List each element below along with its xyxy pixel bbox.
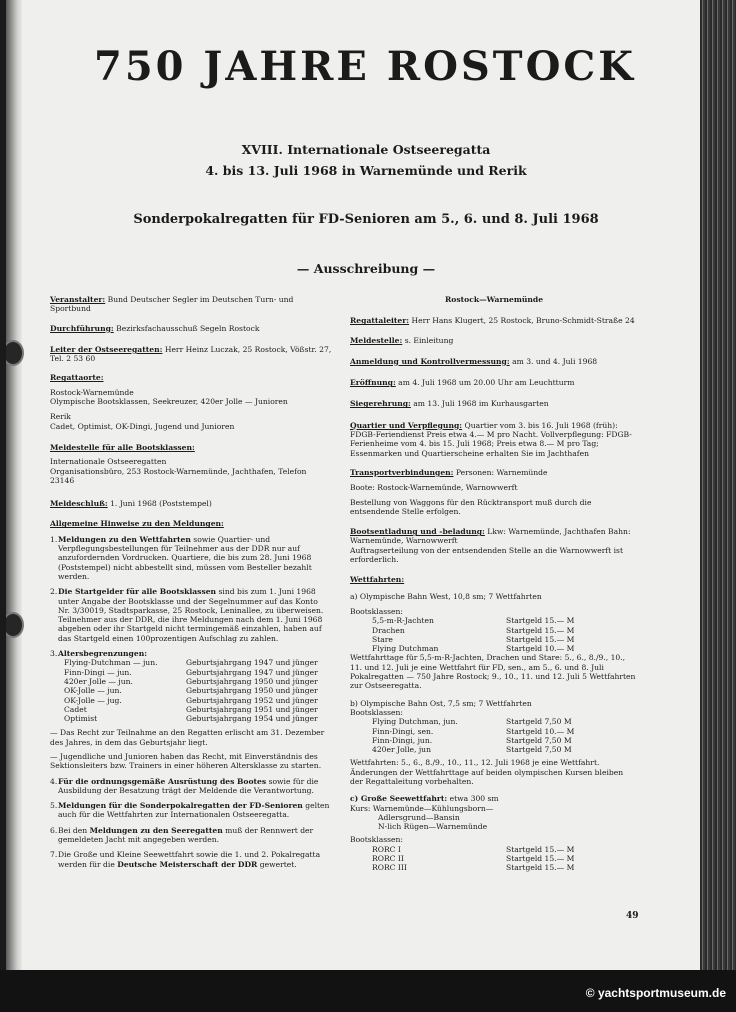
page-stack-edge (700, 0, 736, 975)
page-binding-edge (6, 0, 22, 970)
boat-class-row: Flying Dutchman Startgeld 10.— M (372, 644, 575, 654)
hinweis-item: 3. Altersbegrenzungen: (50, 649, 148, 659)
age-row: OK-Jolle — jun. Geburtsjahrgang 1950 und jünger (64, 686, 318, 696)
age-row: Finn-Dingi — jun. Geburtsjahrgang 1947 und jünger (64, 667, 318, 677)
course-b-note: Wettfahrten: 5., 6., 8./9., 10., 11., 12. Juli 1968 je eine Wettfahrt. Änderungen der Wettfahrttage auf beiden olympischen Kursen bleiben der Regattaleitung vorbehalten. (350, 758, 624, 786)
age-table (50, 658, 332, 723)
hinweis-item: 7. Die Große und Kleine Seewettfahrt sowie die 1. und 2. Pokalregatta werden für die Deutsche Meisterschaft der DDR gewertet. (50, 850, 321, 869)
wettfahrten-label: Wettfahrten: (350, 575, 405, 585)
transport-line: Bestellung von Waggons für den Rücktransport muß durch die entsendende Stelle erfolgen. (350, 497, 592, 516)
boat-class-row: Drachen Startgeld 15.— M (372, 625, 575, 635)
bootsentladung: Bootsentladung und -beladung: Lkw: Warnemünde, Jachthafen Bahn: Warnemünde, Warnowwerft (350, 527, 631, 546)
course-a-note: Wettfahrttage für 5,5-m-R-Jachten, Drachen und Stare: 5., 6., 8./9., 10., 11. und 12. Juli je eine Wettfahrt für FD, sen., am 5., 6. und 8. Juli Pokalregatten — 750 Jahre Rostock; 9., 10., 11. und 12. Juli 5 Wettfahrten zur Ostseeregatta. (350, 653, 636, 691)
meldeschluss: Meldeschluß: 1. Juni 1968 (Poststempel) (50, 499, 212, 509)
boat-class-row: RORC II Startgeld 15.— M (372, 854, 575, 864)
quartier: Quartier und Verpflegung: Quartier vom 3. bis 16. Juli 1968 (früh): FDGB-Feriendienst Preis etwa 4.— M pro Nacht. Vollverpflegung: FDGB-Ferienheime vom 4. bis 15. Juli 1968; Preis etwa 8.— M pro Tag; Essenmarken und Quartierscheine erhalten Sie im Jachthafen (350, 420, 632, 458)
boat-class-row: 420er Jolle, jun Startgeld 7,50 M (372, 745, 572, 755)
hinweis-item: 4. Für die ordnungsgemäße Ausrüstung des Bootes sowie für die Ausbildung der Besatzung trägt der Meldende die Verantwortung. (50, 776, 319, 795)
bootsklassen-label: Bootsklassen: (350, 707, 403, 717)
subtitle-sonderpokal: Sonderpokalregatten für FD-Senioren am 5., 6. und 8. Juli 1968 (133, 212, 599, 227)
section-heading: — Ausschreibung — (296, 261, 436, 276)
document-page (6, 0, 706, 970)
eroeffnung: Eröffnung: am 4. Juli 1968 um 20.00 Uhr am Leuchtturm (350, 378, 575, 388)
bootsklassen-label: Bootsklassen: (350, 606, 403, 616)
age-row: 420er Jolle — jun. Geburtsjahrgang 1950 und jünger (64, 676, 318, 686)
regattaort-line: Rerik (50, 412, 71, 422)
meldestelle-label: Meldestelle für alle Bootsklassen: (50, 442, 195, 452)
course-a-table (372, 616, 638, 653)
regattaort-line: Rostock-Warnemünde (50, 387, 134, 397)
meldestelle-line: Organisationsbüro, 253 Rostock-Warnemünde, Jachthafen, Telefon 23146 (50, 466, 307, 485)
course-b-table (372, 717, 638, 754)
right-heading: Rostock—Warnemünde (444, 295, 544, 304)
page-title: 750 JAHRE ROSTOCK (94, 43, 637, 90)
hinweis-item: 2. Die Startgelder für alle Bootsklassen sind bis zum 1. Juni 1968 unter Angabe der Bootsklasse und der Segelnummer auf das Konto Nr. 3/30019, Stadtsparkasse, 25 Rostock, Leninallee, zu überweisen. Teilnehmer aus der DDR, die ihre Meldungen nach dem 1. Juni 1968 abgeben oder ihr Startgeld nicht termingemäß einzahlen, haben auf das Startgeld einen 100prozentigen Aufschlag zu zahlen. (50, 587, 324, 643)
course-c-kurs: Kurs: Warnemünde—Kühlungsborn— (350, 803, 494, 813)
boat-class-row: Stare Startgeld 15.— M (372, 634, 575, 644)
subtitle-dates: 4. bis 13. Juli 1968 in Warnemünde und Rerik (205, 163, 527, 178)
hinweis-item: 5. Meldungen für die Sonderpokalregatten der FD-Senioren gelten auch für die Wettfahrten zur Internationalen Ostseeregatta. (50, 801, 330, 820)
transport: Transportverbindungen: Personen: Warnemünde (350, 467, 548, 477)
age-row: Optimist Geburtsjahrgang 1954 und jünger (64, 714, 318, 724)
regattaort-line: Cadet, Optimist, OK-Dingi, Jugend und Junioren (50, 421, 235, 431)
boat-class-row: Finn-Dingi, sen. Startgeld 10.— M (372, 726, 575, 736)
transport-line: Boote: Rostock-Warnemünde, Warnowwerft (350, 483, 518, 493)
hinweis-item: 1. Meldungen zu den Wettfahrten sowie Quartier- und Verpflegungsbestellungen für Teilnehmer aus der DDR nur auf anzufordernden Vordrucken. Quartiere, die bis zum 28. Juni 1968 (Poststempel) nicht abbestellt sind, müssen vom Besteller bezahlt werden. (50, 534, 312, 581)
course-c-kurs: N-lich Rügen—Warnemünde (378, 822, 488, 832)
regattaleiter: Regattaleiter: Herr Hans Klugert, 25 Rostock, Bruno-Schmidt-Straße 24 (350, 316, 635, 326)
regattaorte-label: Regattaorte: (50, 373, 104, 383)
bootsentladung-line: Auftragserteilung von der entsendenden Stelle an die Warnowwerft ist erforderlich. (350, 545, 624, 565)
boat-class-row: Finn-Dingi, jun. Startgeld 7,50 M (372, 735, 572, 745)
meldestelle: Meldestelle: s. Einleitung (350, 335, 454, 345)
page-number: 49 (626, 911, 639, 921)
leiter: Leiter der Ostseeregatten: Herr Heinz Luczak, 25 Rostock, Vößstr. 27, Tel. 2 53 60 (50, 344, 332, 364)
age-note: — Jugendliche und Junioren haben das Recht, mit Einverständnis des Sektionsleiters bzw. Trainers in einer höheren Altersklasse zu starten. (50, 751, 322, 771)
age-row: Cadet Geburtsjahrgang 1951 und jünger (64, 704, 318, 714)
siegerehrung: Siegerehrung: am 13. Juli 1968 im Kurhausgarten (350, 399, 549, 409)
hinweis-item: 6. Bei den Meldungen zu den Seeregatten muß der Rennwert der gemeldeten Jacht mit angegeben werden. (50, 825, 314, 845)
boat-class-row: 5,5-m-R-Jachten Startgeld 15.— M (372, 616, 575, 626)
course-c-title: c) Große Seewettfahrt: etwa 300 sm (350, 794, 499, 804)
meldestelle-line: Internationale Ostseeregatten (50, 457, 167, 467)
anmeldung: Anmeldung und Kontrollvermessung: am 3. und 4. Juli 1968 (350, 356, 598, 366)
hinweise-label: Allgemeine Hinweise zu den Meldungen: (50, 519, 224, 529)
boat-class-row: Flying Dutchman, jun. Startgeld 7,50 M (372, 717, 572, 727)
course-c-kurs: Adlersgrund—Bansin (378, 812, 460, 822)
age-row: Flying-Dutchman — jun. Geburtsjahrgang 1947 und jünger (64, 658, 318, 668)
durchfuehrung: Durchführung: Bezirksfachausschuß Segeln Rostock (50, 323, 260, 333)
boat-class-row: RORC I Startgeld 15.— M (372, 844, 575, 854)
age-note: — Das Recht zur Teilnahme an den Regatten erlischt am 31. Dezember des Jahres, in dem das Geburtsjahr liegt. (50, 728, 325, 747)
veranstalter: Veranstalter: Bund Deutscher Segler im Deutschen Turn- und Sportbund (50, 295, 294, 314)
right-column (350, 295, 638, 873)
course-c-table (372, 845, 638, 873)
left-column (50, 295, 332, 869)
age-row: OK-Jolle — jug. Geburtsjahrgang 1952 und jünger (64, 695, 318, 705)
watermark-credit: © yachtsportmuseum.de (585, 986, 726, 1000)
subtitle-regatta: XVIII. Internationale Ostseeregatta (241, 142, 491, 157)
course-a-title: a) Olympische Bahn West, 10,8 sm; 7 Wettfahrten (350, 591, 542, 601)
boat-class-row: RORC III Startgeld 15.— M (372, 863, 575, 873)
course-b-title: b) Olympische Bahn Ost, 7,5 sm; 7 Wettfahrten (350, 698, 532, 708)
regattaort-line: Olympische Bootsklassen, Seekreuzer, 420er Jolle — Junioren (50, 397, 288, 407)
bootsklassen-label: Bootsklassen: (350, 835, 403, 845)
